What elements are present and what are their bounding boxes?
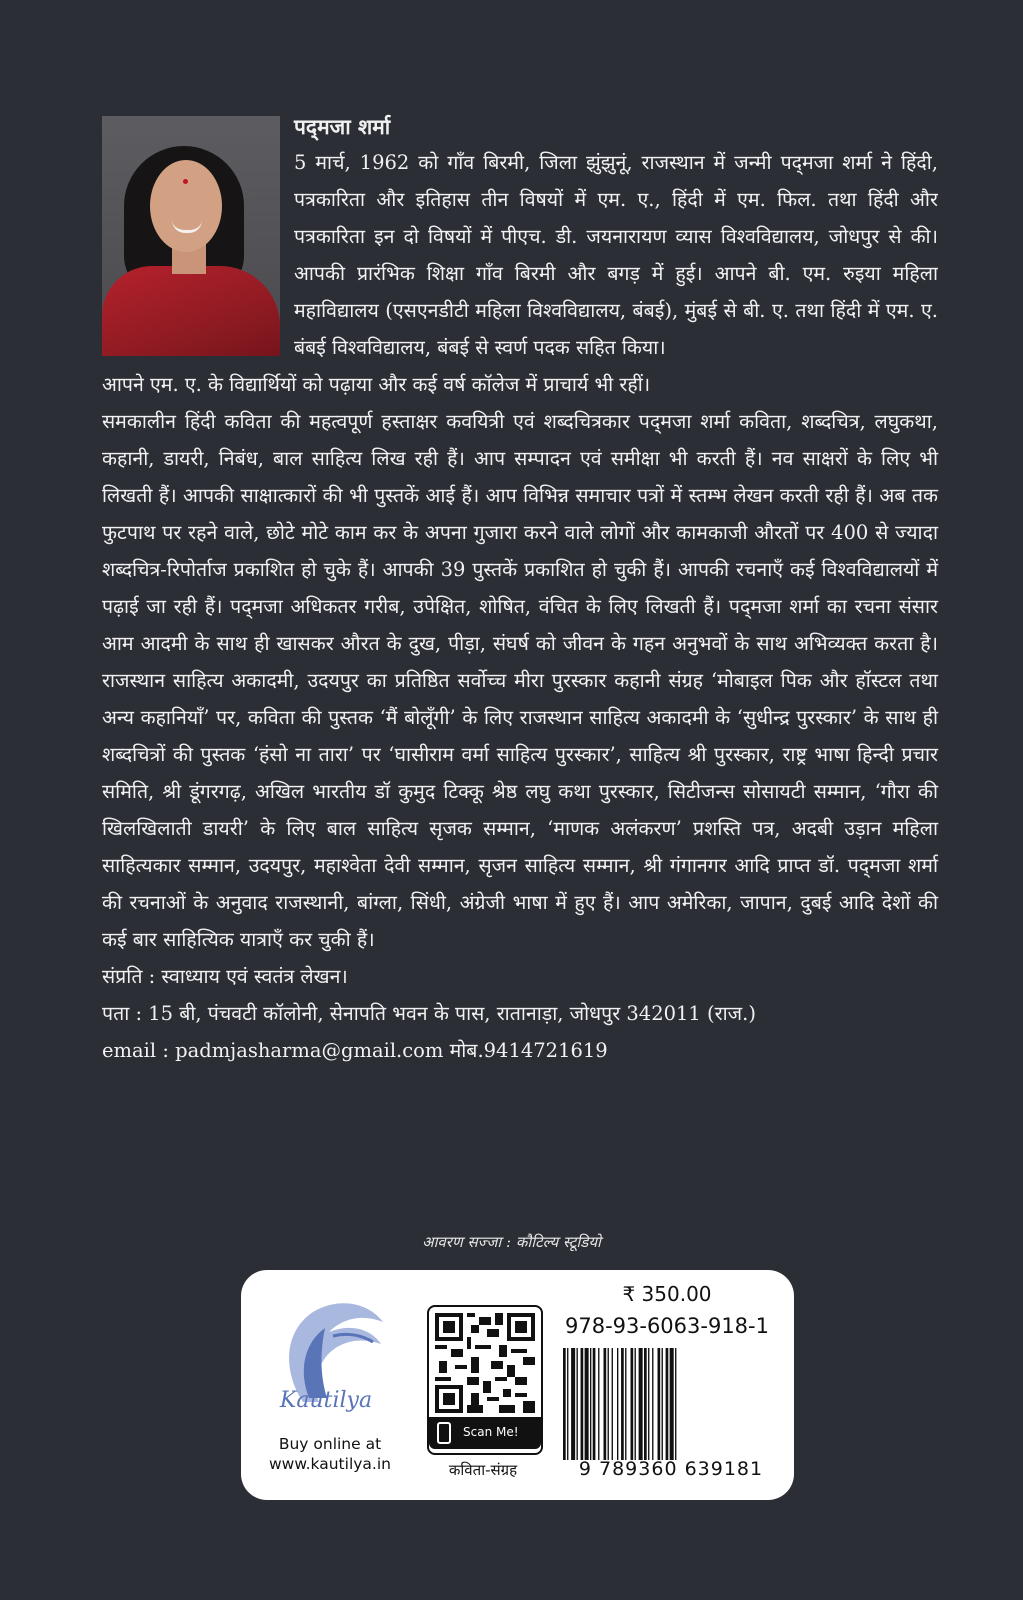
- back-cover-text: [102, 110, 938, 1069]
- barcode-bar: [571, 1348, 575, 1460]
- qr-code: [427, 1305, 543, 1455]
- barcode-bar: [658, 1348, 661, 1460]
- buy-line-1: Buy online at: [278, 1435, 382, 1453]
- publisher-box: [241, 1270, 794, 1500]
- bio-intro: 5 मार्च, 1962 को गाँव बिरमी, जिला झुंझुनूं, राजस्थान में जन्मी पद्‌मजा शर्मा ने हिंदी, पत्रकारिता और इतिहास तीन विषयों में एम. ए., हिंदी में एम. फिल. तथा हिंदी और पत्रकारिता इन दो विषयों में पीएच. डी. जयनारायण व्यास विश्वविद्यालय, जोधपुर से की। आपकी प्रारंभिक शिक्षा गाँव बिरमी और बगड़ में हुई। आपने बी. एम. रुइया महिला महाविद्यालय (एसएनडीटी महिला विश्वविद्यालय, बंबई), मुंबई से बी. ए. तथा हिंदी में एम. ए. बंबई विश्वविद्यालय, बंबई से स्वर्ण पदक सहित किया।: [294, 151, 938, 359]
- barcode-bar: [625, 1348, 626, 1460]
- barcode-bar: [577, 1348, 578, 1460]
- cover-credit: आवरण सज्जा : कौटिल्य स्टूडियो: [422, 1233, 601, 1251]
- barcode: [561, 1348, 771, 1460]
- author-photo: [102, 116, 280, 356]
- current-work: संप्रति : स्वाध्याय एवं स्वतंत्र लेखन।: [102, 965, 348, 988]
- barcode-bar: [598, 1348, 599, 1460]
- barcode-bar: [644, 1348, 647, 1460]
- barcode-bar: [567, 1348, 568, 1460]
- barcode-bar: [608, 1348, 609, 1460]
- barcode-bar: [617, 1348, 618, 1460]
- buy-url: www.kautilya.in: [269, 1455, 391, 1473]
- genre-label: कविता-संग्रह: [448, 1461, 518, 1479]
- barcode-bar: [621, 1348, 624, 1460]
- barcode-bar: [585, 1348, 589, 1460]
- barcode-bar: [670, 1348, 674, 1460]
- phone-icon: [437, 1422, 451, 1444]
- scan-label: Scan Me!: [463, 1425, 519, 1439]
- price: ₹ 350.00: [622, 1282, 712, 1306]
- author-name: पद्‌मजा शर्मा: [294, 114, 391, 139]
- buy-online: [255, 1434, 405, 1474]
- barcode-bar: [648, 1348, 649, 1460]
- contact: email : padmjasharma@gmail.com मोब.9414721619: [102, 1039, 608, 1062]
- scan-me-bar: [429, 1417, 541, 1449]
- barcode-bar: [652, 1348, 653, 1460]
- barcode-bar: [604, 1348, 607, 1460]
- bio-main: समकालीन हिंदी कविता की महत्वपूर्ण हस्ताक्षर कवयित्री एवं शब्दचित्रकार पद्‌मजा शर्मा कविता, शब्दचित्र, लघुकथा, कहानी, डायरी, निबंध, बाल साहित्य लिख रही हैं। आप सम्पादन एवं समीक्षा भी करती हैं। नव साक्षरों के लिए भी लिखती हैं। आपकी साक्षात्कारों की भी पुस्तकें आई हैं। आप विभिन्न समाचार पत्रों में स्तम्भ लेखन करती रही हैं। अब तक फुटपाथ पर रहने वाले, छोटे मोटे काम कर के अपना गुजारा करने वाले लोगों और कामकाजी औरतों पर 400 से ज्यादा शब्दचित्र-रिपोर्ताज प्रकाशित हो चुके हैं। आपकी 39 पुस्तकें प्रकाशित हो चुकी हैं। आपकी रचनाएँ कई विश्वविद्यालयों में पढ़ाई जा रही हैं। पद्‌मजा अधिकतर गरीब, उपेक्षित, शोषित, वंचित के लिए लिखती हैं। पद्‌मजा शर्मा का रचना संसार आम आदमी के साथ ही खासकर औरत के दुख, पीड़ा, संघर्ष को जीवन के गहन अनुभवों के साथ अभिव्यक्त करता है। राजस्थान साहित्य अकादमी, उदयपुर का प्रतिष्ठित सर्वोच्च मीरा पुरस्कार कहानी संग्रह ‘मोबाइल पिक और हॉस्टल तथा अन्य कहानियाँ’ पर, कविता की पुस्तक ‘मैं बोलूँगी’ के लिए राजस्थान साहित्य अकादमी के ‘सुधीन्द्र पुरस्कार’ के साथ ही शब्दचित्रों की पुस्तक ‘हंसो ना तारा’ पर ‘घासीराम वर्मा साहित्य पुरस्कार’, साहित्य श्री पुरस्कार, राष्ट्र भाषा हिन्दी प्रचार समिति, श्री डूंगरगढ़, अखिल भारतीय डॉ कुमुद टिक्कू श्रेष्ठ लघु कथा पुरस्कार, सिटीजन्स सोसायटी सम्मान, ‘गौरा की खिलखिलाती डायरी’ के लिए बाल साहित्य सृजक सम्मान, ‘माणक अलंकरण’ प्रशस्ति पत्र, अदबी उड़ान महिला साहित्यकार सम्मान, उदयपुर, महाश्वेता देवी सम्मान, सृजन साहित्य सम्मान, श्री गंगानगर आदि प्राप्त डॉ. पद्‌मजा शर्मा की रचनाओं के अनुवाद राजस्थानी, बांग्ला, सिंधी, अंग्रेजी भाषा में हुए हैं। आप अमेरिका, जापान, दुबई आदि देशों की कई बार साहित्यिक यात्राएँ कर चुकी हैं।: [102, 410, 938, 951]
- barcode-bar: [631, 1348, 634, 1460]
- address: पता : 15 बी, पंचवटी कॉलोनी, सेनापति भवन के पास, रातानाड़ा, जोधपुर 342011 (राज.): [102, 1002, 756, 1025]
- barcode-bar: [666, 1348, 669, 1460]
- barcode-bar: [563, 1348, 566, 1460]
- barcode-bar: [635, 1348, 636, 1460]
- bio-teaching: आपने एम. ए. के विद्यार्थियों को पढ़ाया और कई वर्ष कॉलेज में प्राचार्य भी रहीं।: [102, 373, 651, 396]
- barcode-number: 9 789360 639181: [578, 1458, 764, 1480]
- bio-top-section: [102, 110, 938, 366]
- qr-pattern: [435, 1313, 535, 1413]
- barcode-bar: [662, 1348, 663, 1460]
- barcode-bar: [612, 1348, 613, 1460]
- isbn: 978-93-6063-918-1: [564, 1314, 769, 1338]
- barcode-bar: [639, 1348, 643, 1460]
- barcode-bar: [581, 1348, 584, 1460]
- barcode-bar: [593, 1348, 596, 1460]
- publisher-logo-text: Kautilya: [279, 1388, 373, 1413]
- barcode-bar: [675, 1348, 676, 1460]
- barcode-bar: [590, 1348, 591, 1460]
